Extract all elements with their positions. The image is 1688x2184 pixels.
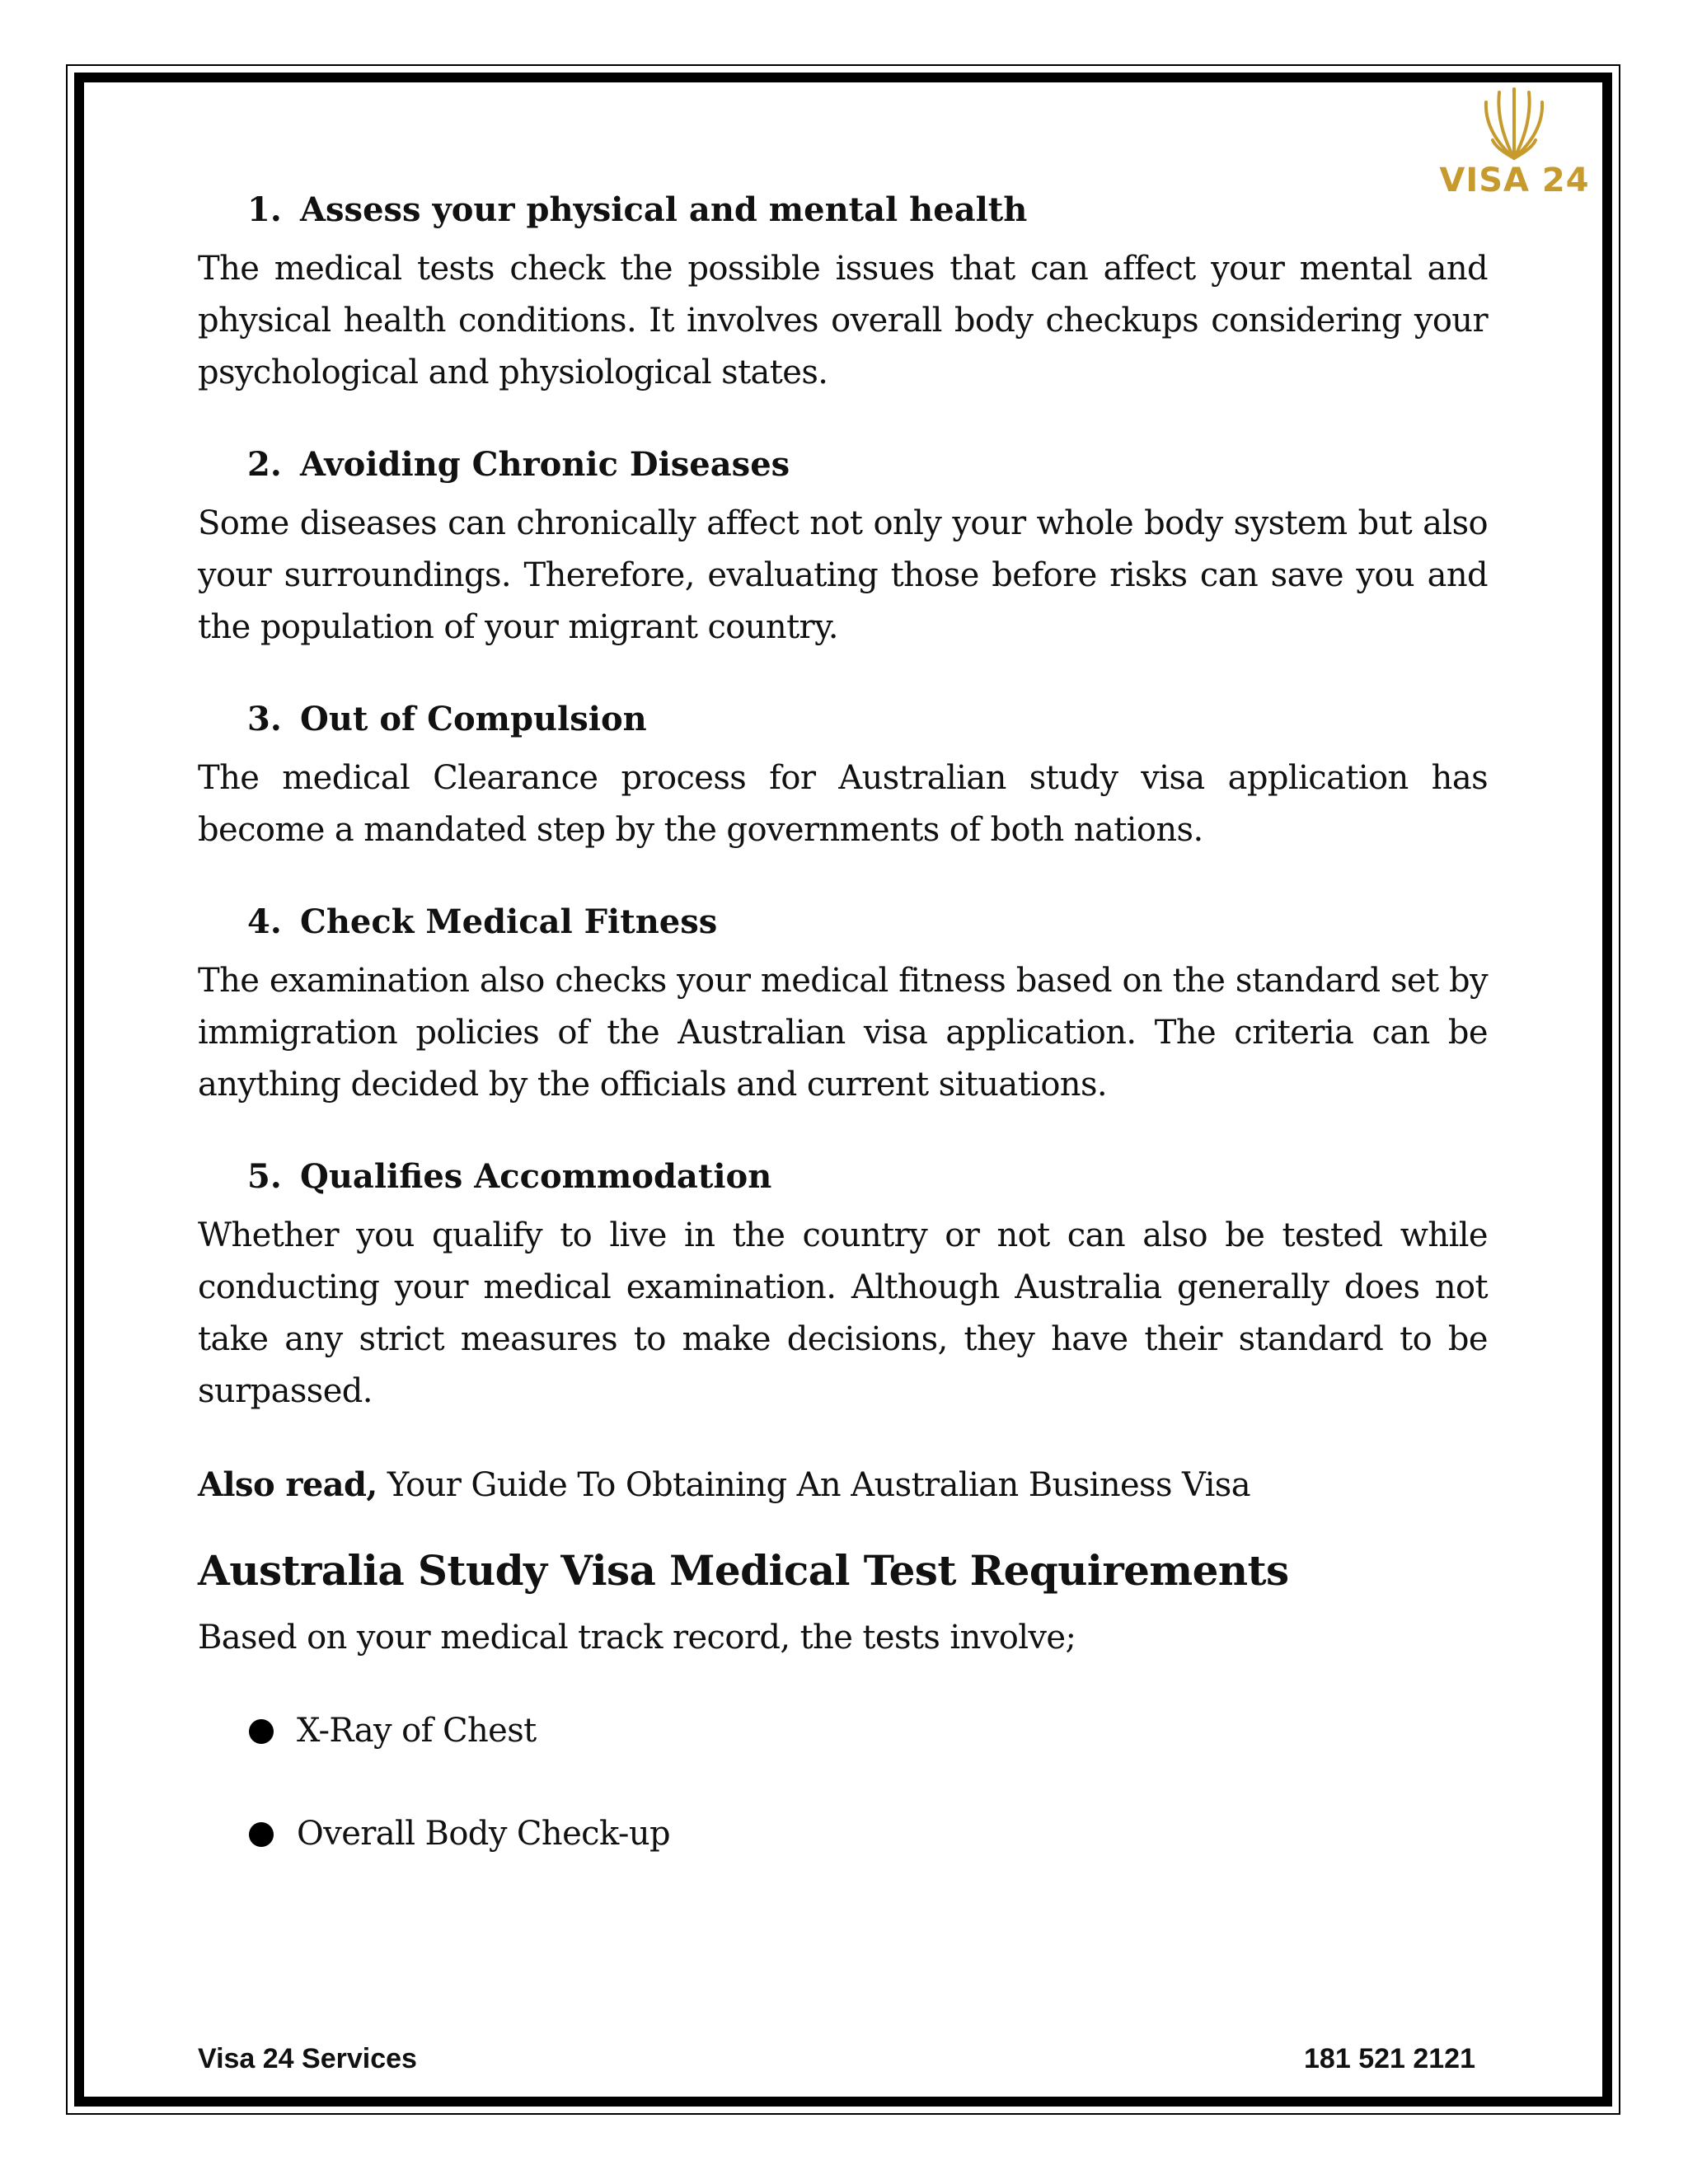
- item-body: The examination also checks your medical fitness based on the standard set by immigration policies of the Australian visa application. The criteria can be anything decided by the officials and current situations.: [198, 962, 1488, 1104]
- item-heading: [198, 1152, 1488, 1202]
- crown-emblem-icon: [1438, 82, 1591, 165]
- document-content: [198, 185, 1488, 1911]
- list-item: [198, 1152, 1488, 1418]
- logo-text: VISA 24: [1439, 162, 1590, 199]
- item-heading: [198, 695, 1488, 744]
- bullet-text: X-Ray of Chest: [297, 1712, 537, 1750]
- item-heading-text: Assess your physical and mental health: [300, 190, 1028, 229]
- item-heading: [198, 898, 1488, 947]
- footer-phone: 181 521 2121: [1304, 2043, 1475, 2074]
- item-number: 1.: [247, 190, 282, 229]
- item-heading: [198, 185, 1488, 235]
- item-body: The medical Clearance process for Australian study visa application has become a mandated step by the governments of both nations.: [198, 759, 1488, 849]
- list-item: [198, 898, 1488, 1111]
- visa24-logo: [1438, 82, 1591, 198]
- item-heading-text: Qualifies Accommodation: [300, 1157, 772, 1196]
- item-number: 3.: [247, 700, 282, 738]
- item-number: 5.: [247, 1157, 282, 1196]
- also-read-label: Also read,: [198, 1465, 377, 1504]
- item-heading-text: Out of Compulsion: [300, 700, 647, 738]
- item-body: Whether you qualify to live in the country or not can also be tested while conducting your medical examination. Although Australia generally does not take any strict measures to make decisions, they have their standard to be surpassed.: [198, 1216, 1488, 1410]
- bullet-item: [198, 1705, 1488, 1757]
- footer-company: Visa 24 Services: [198, 2043, 417, 2074]
- bullet-text: Overall Body Check-up: [297, 1815, 670, 1853]
- list-item: [198, 695, 1488, 856]
- item-heading-text: Avoiding Chronic Diseases: [300, 445, 790, 484]
- item-number: 4.: [247, 902, 282, 941]
- item-body: Some diseases can chronically affect not only your whole body system but also your surroundings. Therefore, evaluating those before risks can save you and the population of your migrant country.: [198, 504, 1488, 646]
- list-item: [198, 440, 1488, 654]
- list-item: [198, 185, 1488, 399]
- bullet-item: [198, 1808, 1488, 1860]
- section-intro: Based on your medical track record, the tests involve;: [198, 1619, 1076, 1657]
- also-read-line: [198, 1459, 1488, 1511]
- bullet-dot-icon: [249, 1719, 274, 1744]
- also-read-link[interactable]: Your Guide To Obtaining An Australian Business Visa: [377, 1466, 1250, 1504]
- item-heading-text: Check Medical Fitness: [300, 902, 718, 941]
- item-heading: [198, 440, 1488, 490]
- section-title: Australia Study Visa Medical Test Requirements: [198, 1546, 1289, 1595]
- bullet-dot-icon: [249, 1822, 274, 1847]
- item-body: The medical tests check the possible issues that can affect your mental and physical health conditions. It involves overall body checkups considering your psychological and physiological states.: [198, 250, 1488, 391]
- item-number: 2.: [247, 445, 282, 484]
